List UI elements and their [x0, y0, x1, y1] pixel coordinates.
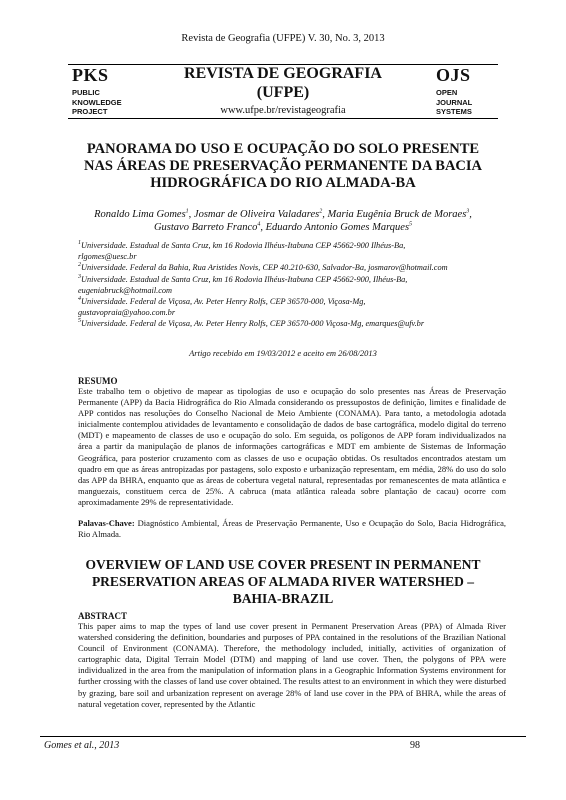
abstract-text: This paper aims to map the types of land use cover present in Permanent Preservation Areas (PPA) of Almada River watershed considering the definition, boundaries and purposes of PPA contained in the resolutions of the Brazilian National Council of Environment (CONAMA). Therefore, the methodology included, initially, activities of organization of cartographic data, Digital Terrain Model (DTM) and mapping of land use cover. Then, the polygons of PPA were individualized in the area from the manipulation of information plans in a Geographic Information Systems environment for further crossing with the classes of land use cover obtained. The results attest to an environment in which they were disturbed by grazing, bare soil and urbanization represent on average 28% of land use cover in the PPA of BHRA, while the areas of natural vegetation cover, represented by the Atlantic: [78, 621, 506, 709]
pks-text: [72, 88, 122, 117]
title-line: HIDROGRÁFICA DO RIO ALMADA-BA: [150, 175, 416, 191]
footer-citation: Gomes et al., 2013: [44, 740, 120, 751]
affiliation-line: $^2$Universidade. Federal da Bahia, Rua Aristides Novis, CEP 40.210-630, Salvador-Ba, josmarov@hotmail.com: [78, 262, 448, 273]
affiliation-line: rlgomes@uesc.br: [78, 252, 137, 262]
pks-line: KNOWLEDGE: [72, 97, 122, 107]
author-name: Eduardo Antonio Gomes Marques: [265, 222, 410, 233]
author-name: Gustavo Barreto Franco: [153, 222, 258, 233]
ojs-line: SYSTEMS: [436, 107, 472, 116]
author-sup: 3: [466, 208, 470, 215]
resumo-text: Este trabalho tem o objetivo de mapear as tipologias de uso e ocupação do solo presentes nas Áreas de Preservação Permanente (APP) da Bacia Hidrográfica do Rio Almada considerando os pressupostos de definição, limites e finalidade de APP contidos nas resoluções do Conselho Nacional de Meio Ambiente (CONAMA). Para tanto, a metodologia adotada inicialmente contemplou atividades de levantamento e consolidação de dados de base cartográfica, modelo digital do terreno (MDT) e mapeamento de classes de uso e ocupação do solo. Em seguida, os polígonos de APP foram individualizados na área a partir da manipulação de planos de informações cartográficas e MDT em ambiente de Sistemas de Informação Geográfica, para posterior cruzamento com as classes de uso e ocupação obtidas. Os resultados encontrados atestam um quadro em que as áreas antropizadas por pastagens, solo exposto e urbanização representam, em média, 28% do uso do solo das APP da BHRA, enquanto que as áreas de cobertura vegetal natural, representadas por remanescentes de mata atlântica e manguezais, constituem cerca de 25%. A cabruca (mata atlântica raleada sobre plantação de cacau) ocorre com aproximadamente 29% de representatividade.: [78, 386, 506, 507]
journal-url[interactable]: www.ufpe.br/revistageografia: [220, 105, 346, 116]
pks-line: PUBLIC: [72, 88, 100, 97]
keywords: [78, 518, 506, 540]
title-line: PANORAMA DO USO E OCUPAÇÃO DO SOLO PRESENTE: [86, 141, 480, 157]
ojs-line: JOURNAL: [436, 97, 473, 107]
author-sup: 1: [185, 208, 189, 215]
author-list: Ronaldo Lima Gomes$^1$, Josmar de Oliveira Valadares$^2$, Maria Eugênia Bruck de Moraes$^3$, Gustavo Barreto Franco$^4$, Eduardo Antonio Gomes Marques$^5$: [94, 208, 472, 233]
affiliation-line: eugeniabruck@hotmail.com: [78, 285, 173, 295]
masthead-bottom-rule: [68, 118, 498, 119]
journal-title: [168, 64, 398, 102]
article-title-pt: [60, 141, 506, 192]
journal-masthead: [68, 64, 498, 126]
title-line: BAHIA-BRAZIL: [232, 591, 334, 606]
abstract-heading: ABSTRACT: [78, 611, 128, 621]
keywords-label: Palavas-Chave:: [78, 518, 135, 528]
affiliation-line: $^3$Universidade. Estadual de Santa Cruz, km 16 Rodovia Ilhéus-Itabuna CEP 45662-900, Ilhéus-Ba,: [78, 273, 408, 284]
author-name: Ronaldo Lima Gomes: [94, 209, 186, 220]
running-head: Revista de Geografia (UFPE) V. 30, No. 3, 2013: [181, 33, 385, 44]
article-title-en: [60, 556, 506, 607]
received-date: Artigo recebido em 19/03/2012 e aceito em 26/08/2013: [189, 348, 377, 358]
title-line: PRESERVATION AREAS OF ALMADA RIVER WATERSHED –: [91, 574, 475, 589]
keywords-text: Diagnóstico Ambiental, Áreas de Preservação Permanente, Uso e Ocupação do Solo, Bacia Hidrográfica, Rio Almada.: [78, 518, 506, 540]
affiliation-line: $^5$Universidade. Federal de Viçosa, Av. Peter Henry Rolfs, CEP 36570-000 Viçosa-Mg, emarques@ufv.br: [78, 318, 425, 329]
resumo-heading: RESUMO: [78, 376, 118, 386]
author-sup: 4: [257, 221, 261, 228]
author-name: Josmar de Oliveira Valadares: [193, 209, 320, 220]
affiliation-line: gustavopraia@yahoo.com.br: [78, 308, 176, 318]
pks-line: PROJECT: [72, 107, 108, 116]
affiliation-line: $^4$Universidade. Federal de Viçosa, Av. Peter Henry Rolfs, CEP 36570-000, Viçosa-Mg,: [78, 296, 366, 307]
ojs-line: OPEN: [436, 88, 458, 97]
author-sup: 2: [319, 208, 323, 215]
affiliations: [78, 240, 508, 330]
page-number: 98: [410, 740, 420, 751]
author-name: Maria Eugênia Bruck de Moraes: [327, 209, 467, 220]
ojs-text: [436, 88, 472, 117]
author-sup: 5: [409, 221, 413, 228]
affiliation-line: $^1$Universidade. Estadual de Santa Cruz, km 16 Rodovia Ilhéus-Itabuna CEP 45662-900 Ilhéus-Ba,: [78, 240, 406, 250]
pks-logo: PKS: [72, 65, 109, 85]
journal-title-line: REVISTA DE GEOGRAFIA: [184, 65, 382, 82]
journal-title-line: (UFPE): [256, 84, 310, 101]
ojs-logo: OJS: [436, 65, 471, 85]
title-line: OVERVIEW OF LAND USE COVER PRESENT IN PERMANENT: [85, 557, 481, 572]
title-line: NAS ÁREAS DE PRESERVAÇÃO PERMANENTE DA BACIA: [83, 158, 483, 174]
footer-rule: [40, 736, 526, 737]
